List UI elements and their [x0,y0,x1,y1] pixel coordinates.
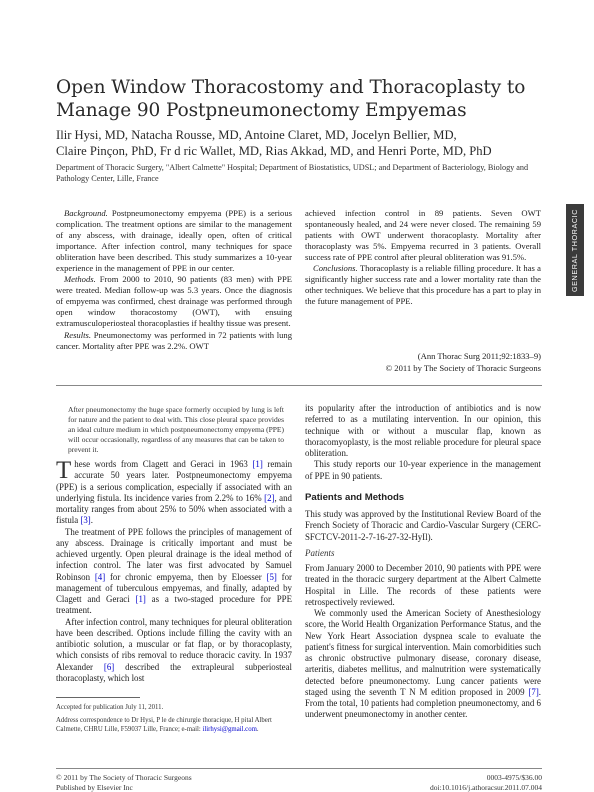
reference-link[interactable]: [1] [252,459,263,469]
patients-paragraph-2 [305,608,541,721]
results-label: Results. [64,329,91,340]
text-span: as a two-staged procedure for PPE treatment. [56,594,292,616]
article-title: Open Window Thoracostomy and Thoracoplasty to Manage 90 Postpneumonectomy Empyemas [56,77,526,121]
conclusions-label: Conclusions. [313,263,358,274]
citation-block [305,350,541,374]
abstract-right-column [305,208,541,307]
intro-paragraph-3 [56,617,292,685]
irb-paragraph: This study was approved by the Institutional Review Board of the French Society of Thoracic and Cardio-Vascular Surgery (CERC-SFCTCV-2011-2-7-16-27-32-HyIl). [305,509,541,542]
footnote-rule [56,697,140,698]
background-text: Postpneumonectomy empyema (PPE) is a serious complication. The treatment options are similar to the management of any abscess, with drainage, ideally open, often of critical importance. After infection control, many techniques for space obliteration have been described. This study summarizes a 10-year experience in the management of PPE in our center. [56,208,292,274]
intro-paragraph-1 [56,459,292,527]
reference-link[interactable]: [6] [103,661,115,672]
author-line-2: Claire Pinçon, PhD, Fr d ric Wallet, MD, Rias Akkad, MD, and Henri Porte, MD, PhD [56,143,492,158]
footnote [56,703,292,734]
footer-divider [56,768,542,769]
abstract-left-column [56,208,292,352]
conclusions-text: Thoracoplasty is a reliable filling procedure. It has a significantly higher success rate and a lower mortality rate than the other techniques. We believe that this procedure has a part to play in the future management of PPE. [305,263,542,307]
text-span: hese words from Clagett and Geraci in 1963 [74,459,253,469]
footer-left [56,773,306,792]
reference-link[interactable]: [5] [266,571,277,582]
text-span: . [90,515,93,526]
reference-link[interactable]: [1] [135,594,146,604]
section-side-tab [566,204,584,296]
footer-doi: doi:10.1016/j.athoracsur.2011.07.004 [429,782,542,792]
journal-citation: (Ann Thorac Surg 2011;92:1833–9) [417,351,541,361]
patients-paragraph-1: From January 2000 to December 2010, 90 patients with PPE were treated in the thoracic surgery department at the Albert Calmette Hospital in Lille. The records of these patients were retrospectively reviewed. [305,563,541,607]
subsection-heading: Patients [305,547,335,558]
text-span: , and mortality ranges from about 25% to 50% when associated with a fistula [56,492,292,526]
abstract-methods [56,274,292,329]
footer-publisher: Published by Elsevier Inc [56,782,133,792]
text-span: Address correspondence to Dr Hysi, P le de chirurgie thoracique, H pital Albert Calmette, CHRU Lille, F59037 Lille, France; e-mail: [56,717,272,734]
background-label: Background. [64,208,108,218]
accepted-date: Accepted for publication July 11, 2011. [56,704,164,711]
text-span: for management of tuberculous empyemas, and finally, adapted by Clagett and Geraci [56,571,292,604]
email-link[interactable]: ilirhysi@gmail.com [202,726,257,734]
text-span: The treatment of PPE follows the principles of management of any abscess. Drainage is critically important and must be achieved urgently. Open pleural drainage is the ideal method of infection control. The later was first advocated by Samuel Robinson [56,526,292,582]
text-span: . From the total, 10 patients had completion pneumonectomy, and 6 underwent pneumonectomy in another center. [305,686,541,720]
intro-paragraph-4: its popularity after the introduction of antibiotics and is now referred to as a mutilating intervention. In our opinion, this technique with or without a muscular flap, known as thoracomyoplasty, is the most reliable procedure for pleural space obliteration. [305,403,541,458]
body-left-column [56,459,292,684]
reference-link[interactable]: [3] [80,515,91,526]
footer-right [330,773,542,792]
reference-link[interactable]: [2] [264,492,275,503]
correspondence-address [56,716,292,734]
text-span: for chronic empyema, then by Eloesser [105,571,267,582]
text-span: described the extrapleural subperiosteal thoracoplasty, which lost [56,661,292,683]
text-span: remain accurate 50 years later. Postpneumonectomy empyema (PPE) is a serious complication, especially if associated with an underlying fistula. Its incidence varies from 2.2% to 16% [56,459,293,503]
intro-paragraph-2 [56,527,292,617]
reference-link[interactable]: [4] [94,571,106,582]
abstract-divider [56,385,542,386]
methods-label: Methods. [64,274,96,285]
affiliation: Department of Thoracic Surgery, "Albert Calmette" Hospital; Department of Biostatistics, UDSL; and Department of Bacteriology, Biology and Pathology Center, Lille, France [56,163,529,183]
epigraph-quote: After pneumonectomy the huge space formerly occupied by lung is left for nature and the patient to deal with. This close pleural space provides an ideal culture medium in which postpneumonectomy empyema (PPE) will occur occasionally, regardless of any measures that can be taken to prevent it. [68,405,284,454]
body-right-column [305,403,541,721]
reference-link[interactable]: [7] [528,686,539,697]
abstract-copyright: © 2011 by The Society of Thoracic Surgeons [385,363,541,373]
abstract-conclusions [305,263,541,307]
methods-text: From 2000 to 2010, 90 patients (83 men) with PPE were treated. Median follow-up was 5.3 years. Once the diagnosis of empyema was confirmed, chest drainage was performed through open window thoracostomy (OWT), with ensuing extramusculoperiosteal thoracoplasties if healthy tissue was present. [56,274,292,329]
drop-cap: T [56,457,72,484]
text-span: We commonly used the American Society of Anesthesiology score, the World Health Organization Performance Status, and the New York Heart Association dyspnea scale to evaluate the patient's fitness for surgical intervention. Main comorbidities such as chronic obstructive pulmonary disease, coronary disease, arteritis, diabetes mellitus, and malnutrition were systematically detected before pneumonectomy. Lung cancer patients were staged using the seventh T N M edition proposed in 2009 [305,608,541,697]
intro-paragraph-5: This study reports our 10-year experience in the management of PPE in 90 patients. [305,459,541,481]
abstract-results [56,330,292,352]
results-text-left: Pneumonectomy was performed in 72 patients with lung cancer. Mortality after PPE was 2.2%. OWT [56,329,292,351]
text-span: . [256,726,259,734]
footer-copyright: © 2011 by The Society of Thoracic Surgeons [56,773,192,782]
footer-issn-price: 0003-4975/$36.00 [486,773,542,782]
side-tab-label: GENERAL THORACIC [570,208,580,292]
text-span: After infection control, many techniques for pleural obliteration have been described. Options include filling the cavity with an antibiotic solution, a muscular or fat flap, or by thoracoplasty, which consists of ribs removal to reduce thoracic cavity. In 1937 Alexander [56,616,292,672]
author-list [56,128,556,159]
section-heading: Patients and Methods [305,491,405,503]
abstract-background [56,208,292,274]
author-line-1: Ilir Hysi, MD, Natacha Rousse, MD, Antoine Claret, MD, Jocelyn Bellier, MD, [56,128,457,142]
results-text-right: achieved infection control in 89 patients. Seven OWT spontaneously healed, and 24 were never closed. The remaining 59 patients with OWT underwent thoracoplasty. Mortality after thoracoplasty was 5%. Empyema recurred in 3 patients. Overall success rate of PPE control after pleural obliteration was 91.5%. [305,208,541,263]
